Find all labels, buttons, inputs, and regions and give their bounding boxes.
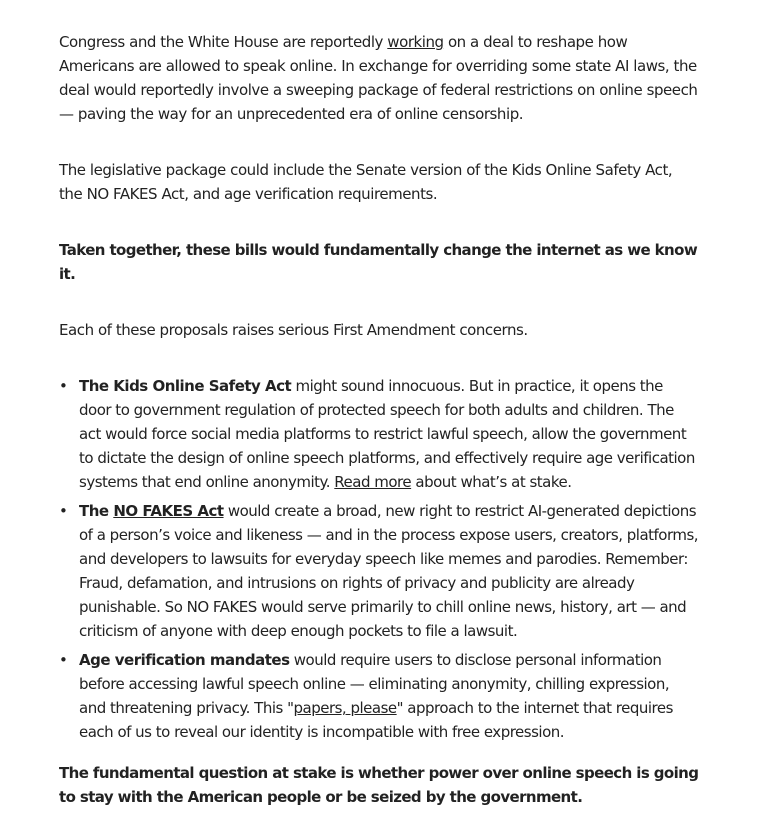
concerns-paragraph: Each of these proposals raises serious First Amendment concerns.: [59, 321, 528, 339]
bullet-marker: •: [59, 651, 68, 669]
intro-paragraph: [59, 30, 699, 126]
bullet-marker: •: [59, 502, 68, 520]
nofakes-text: would create a broad, new right to restrict AI-generated depictions of a person’s voice and likeness — and in the process expose users, creators, platforms, and developers to lawsuits for everyday speech like memes and parodies. Remember: Fraud, defamation, and intrusions on rights of privacy and publicity are already punishable. So NO FAKES would serve primarily to chill online news, history, art — and criticism of anyone with deep enough pockets to file a lawsuit.: [79, 502, 699, 640]
kosa-title: The Kids Online Safety Act: [79, 377, 292, 395]
conclusion-paragraph: The fundamental question at stake is whether power over online speech is going to stay with the American people or be seized by the government.: [59, 764, 699, 806]
working-link[interactable]: working: [387, 33, 444, 51]
nofakes-act-link[interactable]: NO FAKES Act: [113, 502, 224, 520]
list-item-age-verification: [59, 648, 699, 744]
kosa-text-end: about what’s at stake.: [411, 473, 572, 491]
bullet-marker: •: [59, 377, 68, 395]
read-more-link[interactable]: Read more: [334, 473, 412, 491]
papers-please-link[interactable]: papers, please: [293, 699, 397, 717]
package-paragraph: The legislative package could include the Senate version of the Kids Online Safety Act, the NO FAKES Act, and age verification requirements.: [59, 161, 673, 203]
nofakes-title-prefix: The: [79, 502, 114, 520]
age-title: Age verification mandates: [79, 651, 290, 669]
age-text-end: " approach to the internet that requires each of us to reveal our identity is incompatible with free expression.: [79, 699, 673, 741]
kosa-text: might sound innocuous. But in practice, it opens the door to government regulation of protected speech for both adults and children. The act would force social media platforms to restrict lawful speech, allow the government to dictate the design of online speech platforms, and effectively require age verification systems that end online anonymity.: [79, 377, 695, 491]
together-paragraph: Taken together, these bills would fundamentally change the internet as we know it.: [59, 241, 698, 283]
intro-text-start: Congress and the White House are reportedly: [59, 33, 388, 51]
list-item-kosa: [59, 374, 699, 494]
intro-text-end: on a deal to reshape how Americans are allowed to speak online. In exchange for overriding some state AI laws, the deal would reportedly involve a sweeping package of federal restrictions on online speech — paving the way for an unprecedented era of online censorship.: [59, 33, 698, 123]
proposals-list: [59, 374, 699, 744]
age-text: would require users to disclose personal information before accessing lawful speech online — eliminating anonymity, chilling expression, and threatening privacy. This ": [79, 651, 670, 717]
list-item-nofakes: [59, 499, 699, 643]
